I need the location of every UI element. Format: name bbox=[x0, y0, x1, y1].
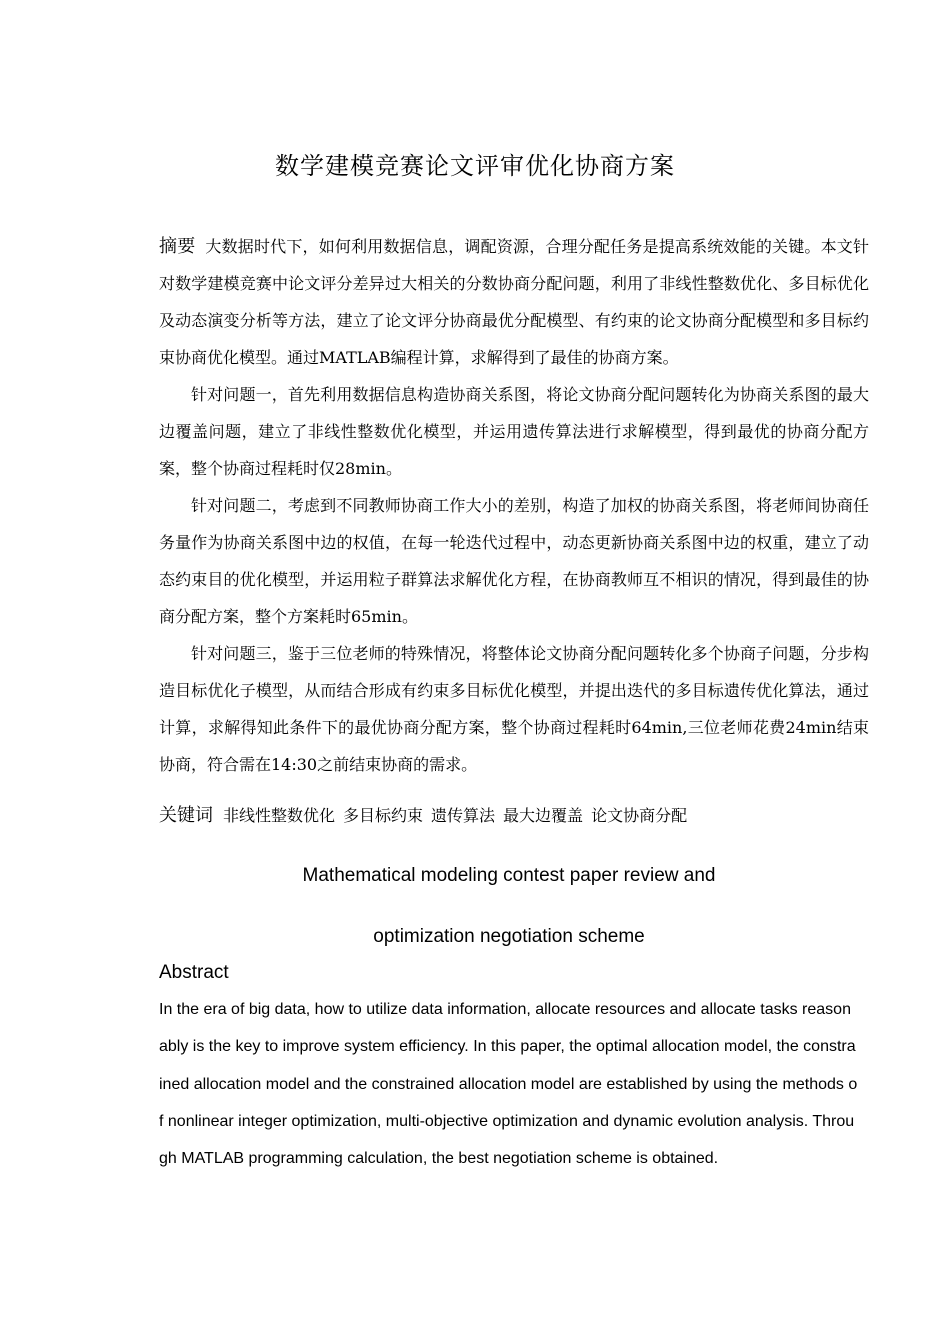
keywords-cn-label: 关键词 bbox=[159, 805, 213, 826]
paper-title-en-line-1: Mathematical modeling contest paper review and bbox=[302, 865, 716, 886]
abstract-cn-text-1: 大数据时代下，如何利用数据信息，调配资源，合理分配任务是提高系统效能的关键。本文针对数学建模竞赛中论文评分差异过大相关的分数协商分配问题，利用了非线性整数优化、多目标优化及动态演变分析等方法，建立了论文评分协商最优分配模型、有约束的论文协商分配模型和多目标约束协商优化模型。通过MATLAB编程计算，求解得到了最佳的协商方案。 bbox=[159, 237, 869, 367]
keywords-cn bbox=[159, 800, 869, 832]
abstract-en-text: In the era of big data, how to utilize data information, allocate resources and allocate tasks reasonably is the key to improve system efficiency. In this paper, the optimal allocation model, the constrained allocation model and the constrained allocation model are established by using the methods of nonlinear integer optimization, multi-objective optimization and dynamic evolution analysis. Through MATLAB programming calculation, the best negotiation scheme is obtained. bbox=[159, 1001, 858, 1168]
abstract-cn-paragraph-2: 针对问题一，首先利用数据信息构造协商关系图，将论文协商分配问题转化为协商关系图的最大边覆盖问题，建立了非线性整数优化模型，并运用遗传算法进行求解模型，得到最优的协商分配方案，整个协商过程耗时仅28min。 bbox=[159, 385, 869, 478]
keyword-item: 非线性整数优化 bbox=[223, 806, 336, 825]
keyword-item: 最大边覆盖 bbox=[503, 806, 584, 825]
paper-title-cn: 数学建模竞赛论文评审优化协商方案 bbox=[275, 152, 675, 180]
abstract-cn-paragraph-4: 针对问题三，鉴于三位老师的特殊情况，将整体论文协商分配问题转化多个协商子问题，分步构造目标优化子模型，从而结合形成有约束多目标优化模型，并提出迭代的多目标遗传优化算法，通过计算，求解得知此条件下的最优协商分配方案，整个协商过程耗时64min,三位老师花费24min结束协商，符合需在14:30之前结束协商的需求。 bbox=[159, 644, 869, 774]
abstract-cn-paragraph-3: 针对问题二，考虑到不同教师协商工作大小的差别，构造了加权的协商关系图，将老师间协商任务量作为协商关系图中边的权值，在每一轮迭代过程中，动态更新协商关系图中边的权重，建立了动态约束目的优化模型，并运用粒子群算法求解优化方程，在协商教师互不相识的情况，得到最佳的协商分配方案，整个方案耗时65min。 bbox=[159, 496, 869, 626]
keyword-item: 论文协商分配 bbox=[591, 806, 688, 825]
abstract-cn-paragraph-1 bbox=[159, 228, 869, 376]
paper-title-en-line-2: optimization negotiation scheme bbox=[373, 926, 645, 947]
keyword-item: 多目标约束 bbox=[343, 806, 424, 825]
abstract-cn bbox=[159, 228, 869, 783]
keyword-item: 遗传算法 bbox=[431, 806, 496, 825]
abstract-en-heading: Abstract bbox=[159, 962, 229, 983]
abstract-cn-label: 摘要 bbox=[159, 236, 196, 257]
